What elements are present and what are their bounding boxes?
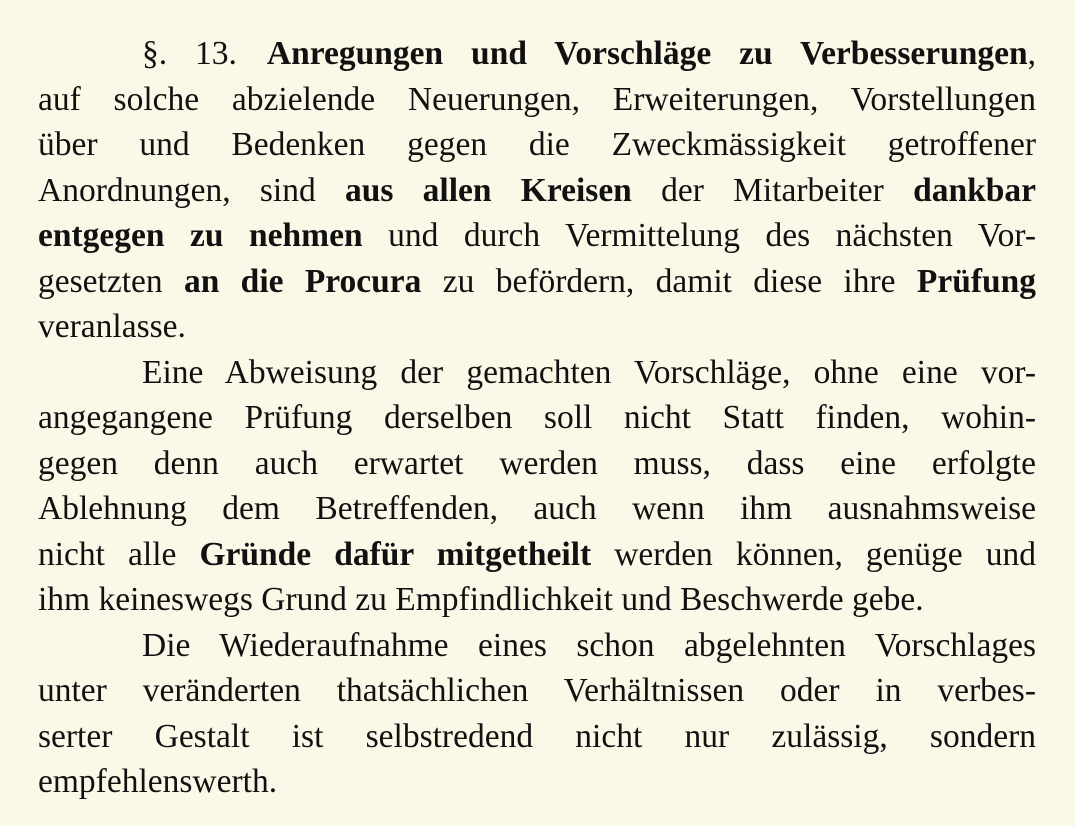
p2-line-4: Ablehnung dem Betreffenden, auch wenn ihm ausnahmsweise [38, 490, 1036, 527]
p1-line-5-text-c: zu befördern, damit diese ihre [421, 262, 917, 300]
p2-line-2: angegangene Prüfung derselben soll nicht Statt finden, wohin- [38, 399, 1036, 436]
p2-line-5 [38, 532, 1036, 578]
p3-line-1: Die Wiederaufnahme eines schon abgelehnten Vorschlages [142, 626, 1036, 664]
p1-line-4-text-b: und durch Vermittelung des nächsten Vor- [362, 217, 1036, 254]
p2-line-5-text-c: werden können, genüge und [591, 535, 1036, 573]
p1-bold-dankbar: dankbar [913, 171, 1036, 209]
section-heading: Anregungen und Vorschläge zu Verbesserungen [266, 35, 1028, 72]
p1-line-1: auf solche abzielende Neuerungen, Erweiterungen, Vorstellungen [38, 80, 1036, 118]
p2-bold-gruende-dafuer-mitgetheilt: Gründe dafür mitgetheilt [199, 535, 592, 573]
p1-bold-aus-allen-kreisen: aus allen Kreisen [344, 171, 632, 209]
p3-line-2: unter veränderten thatsächlichen Verhältnissen oder in verbes- [38, 672, 1036, 709]
p3-line-3: serter Gestalt ist selbstredend nicht nur zulässig, sondern [38, 717, 1036, 755]
p1-line-5 [38, 259, 1036, 305]
p1-line-4 [38, 213, 1036, 259]
section-heading-punct: , [1027, 35, 1037, 72]
p1-line-2: über und Bedenken gegen die Zweckmässigkeit getroffener [38, 126, 1036, 163]
section-13-text [38, 31, 1036, 805]
p2-line-6: ihm keineswegs Grund zu Empfindlichkeit und Beschwerde gebe. [38, 581, 924, 618]
p1-line-5-text-a: gesetzten [38, 262, 184, 300]
p2-line-3: gegen denn auch erwartet werden muss, dass eine erfolgte [38, 444, 1036, 482]
p2-line-1: Eine Abweisung der gemachten Vorschläge, ohne eine vor- [142, 353, 1036, 391]
section-number: §. 13. [142, 35, 237, 72]
p1-line-3-text-c: der Mitarbeiter [631, 171, 914, 209]
p3-line-4: empfehlenswerth. [38, 763, 278, 800]
p1-bold-pruefung: Prüfung [916, 262, 1036, 300]
section-heading-line [38, 31, 1036, 77]
p1-line-3 [38, 168, 1036, 214]
p1-line-6: veranlasse. [38, 308, 186, 345]
p2-line-5-text-a: nicht alle [38, 535, 200, 573]
p1-bold-entgegen-zu-nehmen: entgegen zu nehmen [38, 217, 363, 254]
p1-line-3-text-a: Anordnungen, sind [38, 171, 345, 209]
p1-bold-an-die-procura: an die Procura [183, 262, 422, 300]
